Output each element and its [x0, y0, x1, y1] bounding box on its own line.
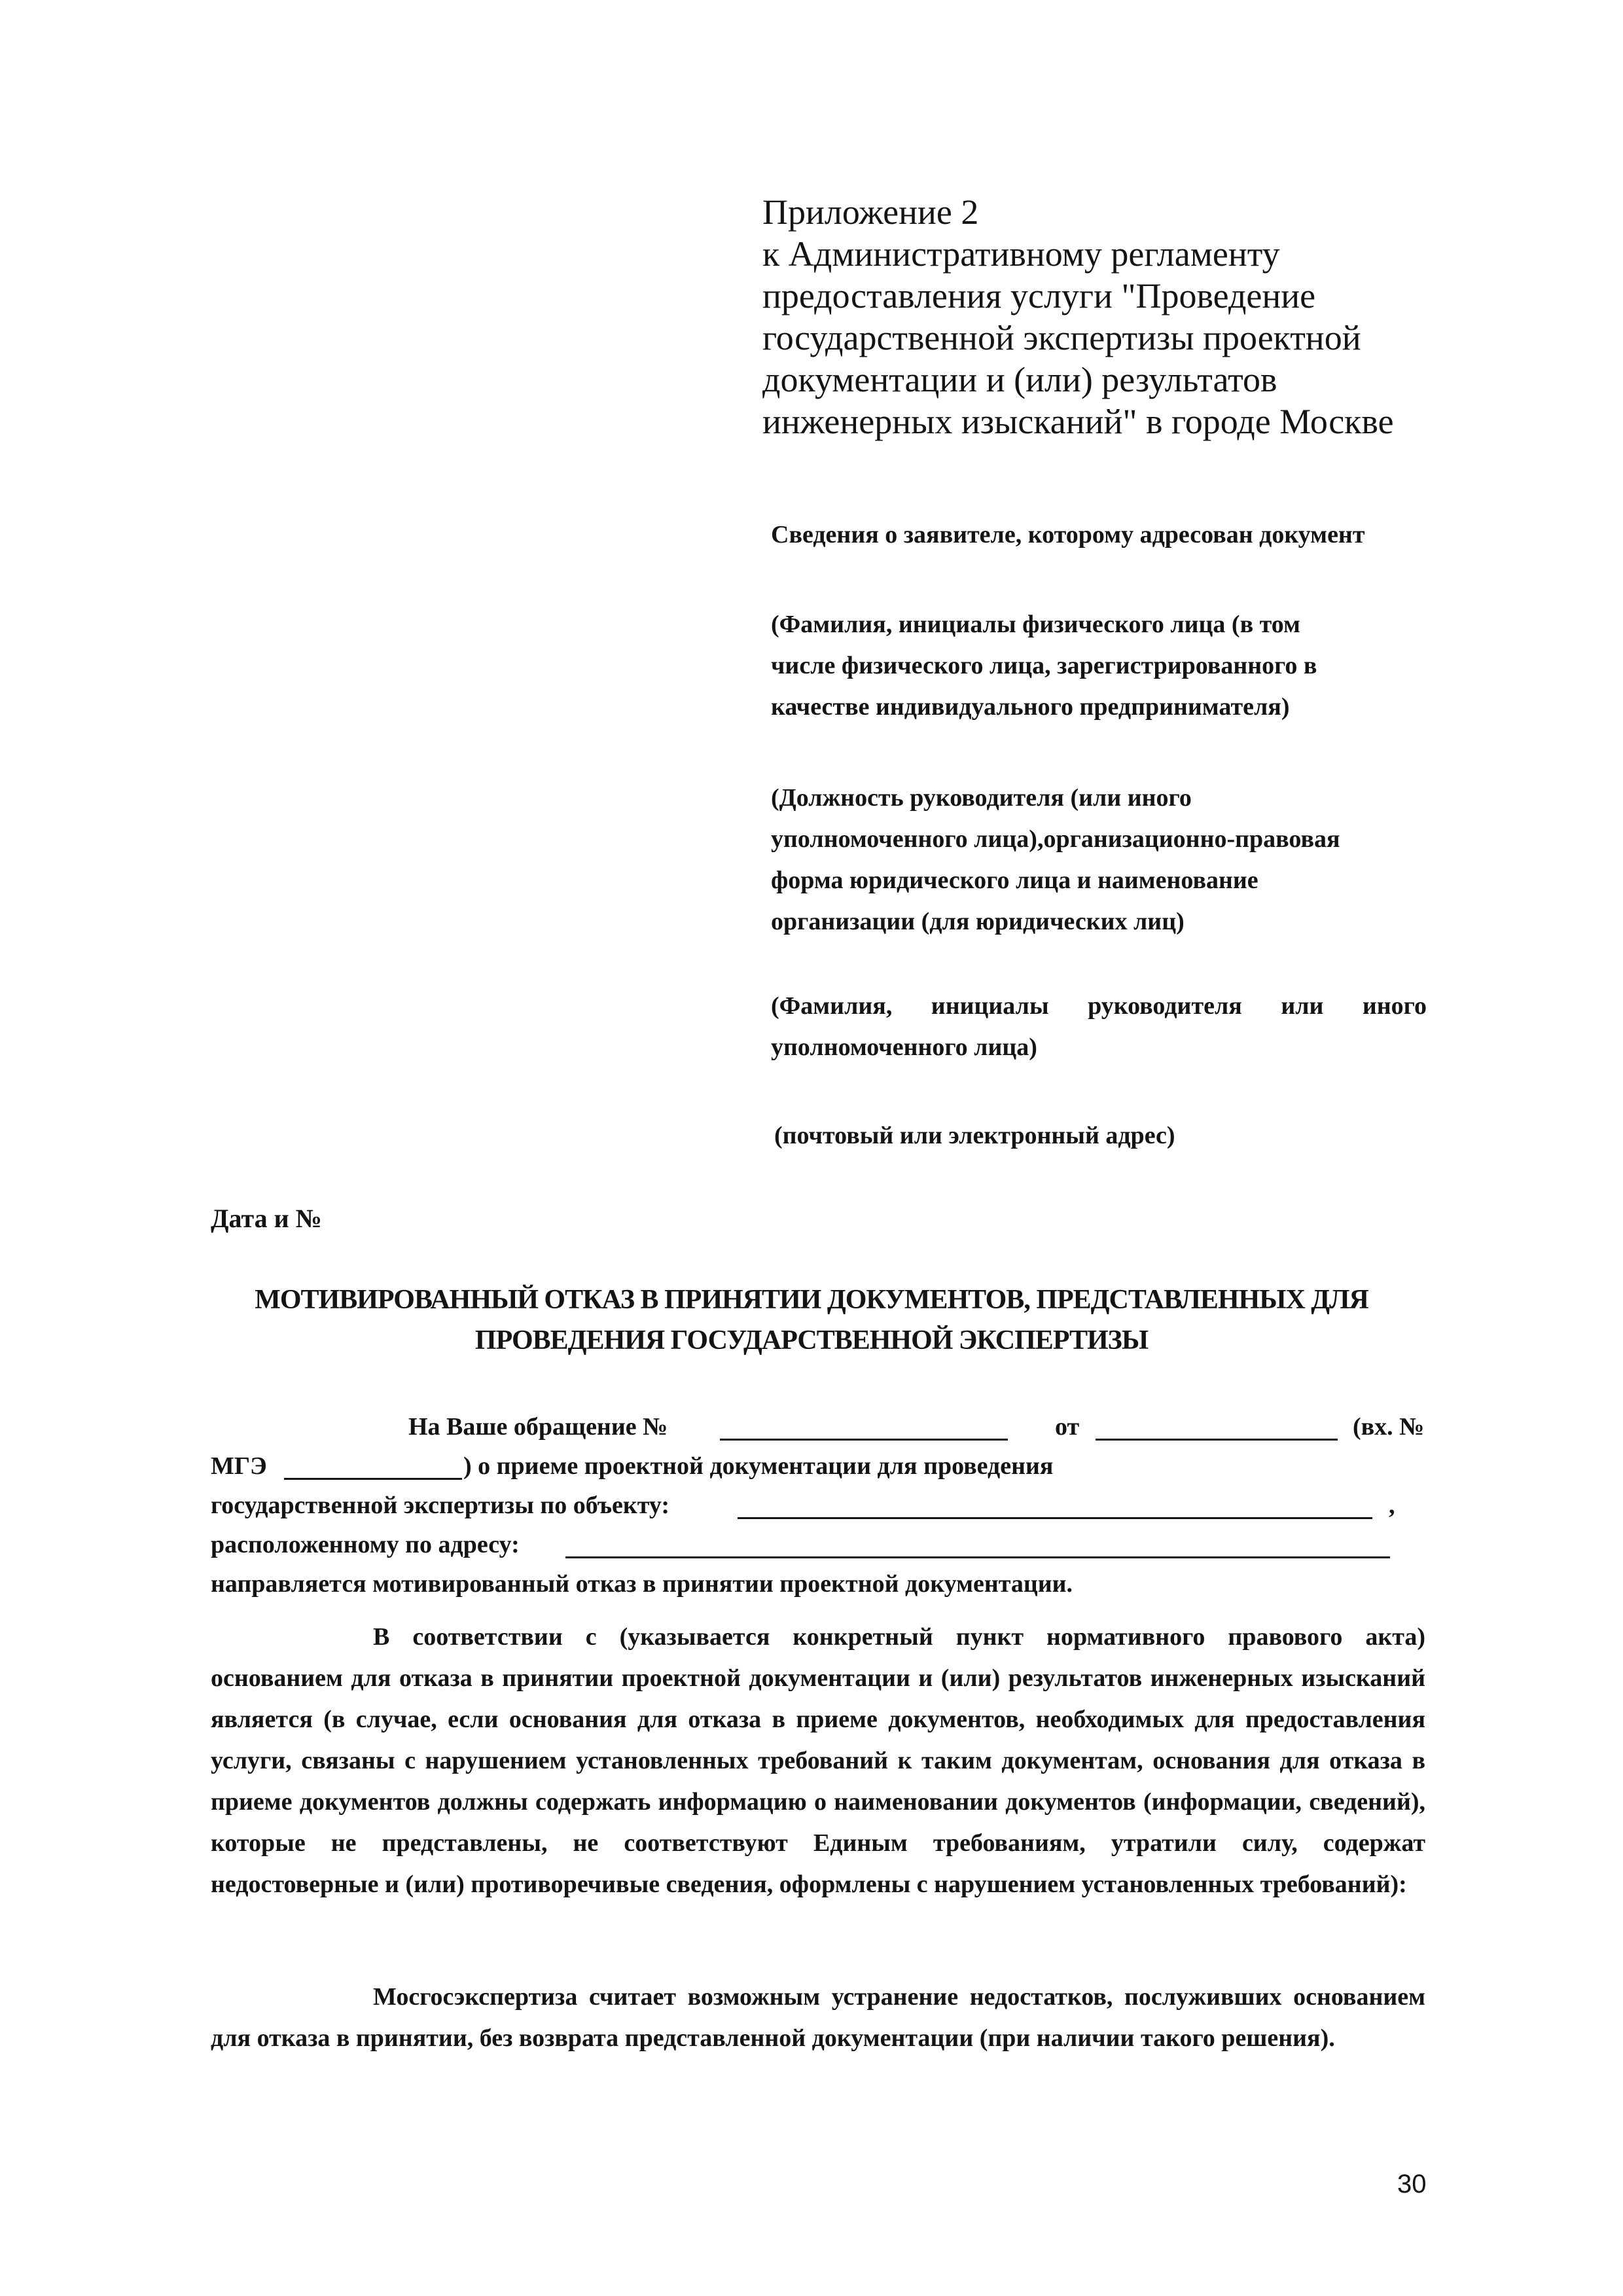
addressee-organization-line: (Должность руководителя (или иного: [771, 784, 1192, 812]
appendix-line: к Административному регламенту: [762, 234, 1280, 274]
addressee-organization: [771, 778, 1425, 942]
document-title-line: ПРОВЕДЕНИЯ ГОСУДАРСТВЕННОЙ ЭКСПЕРТИЗЫ: [474, 1325, 1149, 1355]
request-date-field[interactable]: [1096, 1412, 1338, 1441]
form-row-object: [211, 1486, 1428, 1525]
paragraph-remedy-text: Мосгосэкспертиза считает возможным устранение недостатков, послуживших основанием для отказа в принятии, без возврата представленной документации (при наличии такого решения).: [211, 1983, 1425, 2052]
object-comma: ,: [1389, 1492, 1395, 1519]
addressee-head-name-line: уполномоченного лица): [771, 1033, 1037, 1061]
form-row-mge: [211, 1446, 1428, 1486]
addressee-individual-line: (Фамилия, инициалы физического лица (в том: [771, 611, 1300, 638]
paragraph-remedy: [211, 1977, 1425, 2059]
appendix-header: [762, 191, 1580, 442]
mge-number-field[interactable]: [284, 1452, 462, 1480]
paragraph-grounds: [211, 1617, 1425, 1905]
addressee-head-name-cont: [771, 1027, 1425, 1068]
form-row-address: [211, 1525, 1428, 1564]
document-title: [164, 1280, 1459, 1361]
mge-suffix-text: ) о приеме проектной документации для проведения: [463, 1452, 1054, 1480]
appendix-line: государственной экспертизы проектной: [762, 318, 1361, 357]
form-row-request: [211, 1407, 1428, 1446]
request-number-field[interactable]: [720, 1412, 1008, 1441]
mge-label: МГЭ: [211, 1452, 267, 1480]
addressee-individual: [771, 604, 1425, 728]
appendix-line: Приложение 2: [762, 192, 979, 232]
incoming-number-label: (вх. №: [1353, 1413, 1425, 1441]
addressee-organization-line: уполномоченного лица),организационно-правовая: [771, 825, 1340, 853]
object-label: государственной экспертизы по объекту:: [211, 1492, 670, 1519]
form-row-conclusion: [211, 1564, 1428, 1604]
addressee-individual-line: качестве индивидуального предпринимателя): [771, 693, 1290, 721]
addressee-heading-text: Сведения о заявителе, которому адресован документ: [771, 521, 1365, 548]
addressee-individual-line: числе физического лица, зарегистрированного в: [771, 652, 1317, 679]
appendix-line: документации и (или) результатов: [762, 360, 1277, 399]
request-from-label: от: [1055, 1413, 1080, 1441]
address-field[interactable]: [565, 1530, 1390, 1558]
addressee-address: [774, 1115, 1429, 1157]
addressee-address-text: (почтовый или электронный адрес): [774, 1122, 1175, 1149]
appendix-line: инженерных изысканий" в городе Москве: [762, 402, 1394, 441]
conclusion-text: направляется мотивированный отказ в принятии проектной документации.: [211, 1570, 1073, 1598]
appendix-line: предоставления услуги "Проведение: [762, 276, 1316, 315]
date-and-number: Дата и №: [211, 1204, 322, 1233]
addressee-head-name-line: (Фамилия, инициалы руководителя или иного: [771, 992, 1427, 1020]
request-form: [211, 1407, 1428, 1604]
addressee-head-name: [771, 986, 1427, 1027]
paragraph-grounds-text: В соответствии с (указывается конкретный пункт нормативного правового акта) основанием для отказа в принятии проектной документации и (или) результатов инженерных изысканий является (в случае, если основания для отказа в приеме документов, необходимых для предоставления услуги, связаны с нарушением установленных требований к таким документам, основания для отказа в приеме документов должны содержать информацию о наименовании документов (информации, сведений), которые не представлены, не соответствуют Единым требованиям, утратили силу, содержат недостоверные и (или) противоречивые сведения, оформлены с нарушением установленных требований):: [211, 1623, 1425, 1898]
addressee-organization-line: форма юридического лица и наименование: [771, 867, 1258, 894]
page-number: 30: [1397, 2170, 1427, 2198]
document-title-line: МОТИВИРОВАННЫЙ ОТКАЗ В ПРИНЯТИИ ДОКУМЕНТОВ, ПРЕДСТАВЛЕННЫХ ДЛЯ: [255, 1285, 1368, 1315]
addressee-organization-line: организации (для юридических лиц): [771, 908, 1185, 935]
request-number-label: На Ваше обращение №: [408, 1413, 668, 1441]
addressee-heading: [771, 514, 1425, 556]
address-label: расположенному по адресу:: [211, 1531, 520, 1558]
object-field[interactable]: [738, 1491, 1372, 1519]
